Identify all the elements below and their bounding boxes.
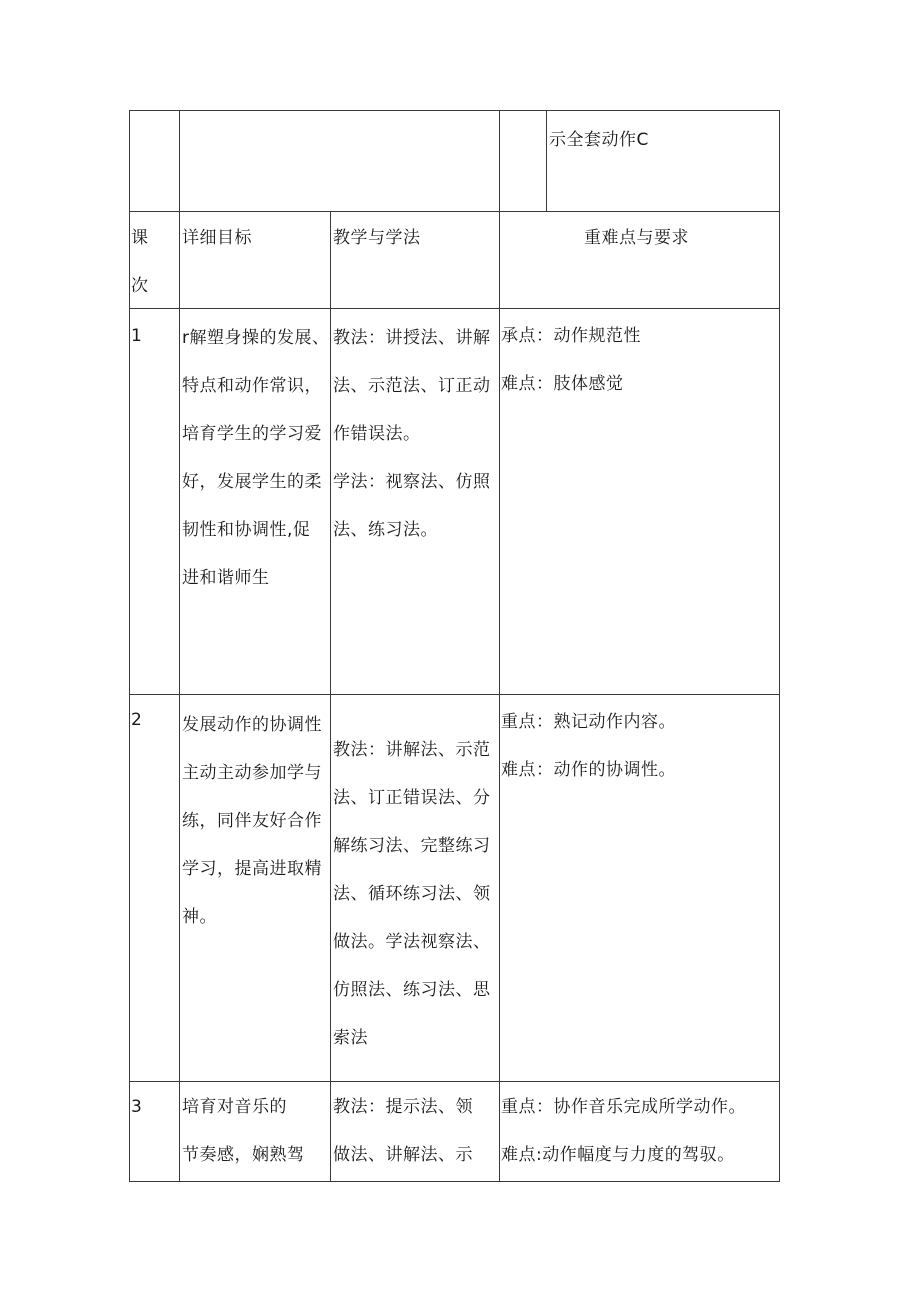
row3-number: 3 [131,1097,143,1117]
row2-objectives-line: 学习，提高进取精 [182,859,322,879]
row1-objectives-line: 好，发展学生的柔 [182,472,322,492]
row3-methods [333,1083,473,1179]
row1-objectives-line: 特点和动作常识， [182,376,322,396]
row2-objectives-line: 神。 [182,907,217,927]
header-methods: 教学与学法 [333,228,421,248]
row3-objectives [182,1083,305,1179]
header-lesson [131,214,149,310]
header-key-points: 重难点与要求 [584,228,689,248]
row1-methods-line: 作错误法。 [333,424,421,444]
header-objectives: 详细目标 [182,228,252,248]
header-lesson-line: 次 [131,276,149,296]
row2-objectives-line: 发展动作的协调性 [182,715,322,735]
table-rule-col3 [499,110,500,1182]
row2-methods-line: 教法：讲解法、示范 [333,740,491,760]
row3-objectives-line: 培育对音乐的 [182,1097,287,1117]
row1-objectives [182,314,330,602]
row3-methods-line: 做法、讲解法、示 [333,1145,473,1165]
table-border-left [129,110,130,1182]
row2-key-points-line: 难点：动作的协调性。 [501,760,676,780]
row1-objectives-line: 培育学生的学习爱 [182,424,322,444]
table-rule-col2 [330,211,331,1182]
row1-methods [333,314,491,554]
table-border-bottom [129,1181,780,1182]
row2-key-points [501,698,676,794]
table-rule-row1-top [129,308,780,309]
row2-methods-line: 法、循环练习法、领 [333,884,491,904]
table-border-top [129,110,780,111]
table-rule-row2-top [129,694,780,695]
row1-objectives-line: r解塑身操的发展、 [182,328,330,348]
row2-key-points-line: 重点：熟记动作内容。 [501,712,676,732]
row1-key-points-line: 承点：动作规范性 [501,326,641,346]
table-rule-top-inner [546,110,547,211]
row3-key-points-line: 难点:动作幅度与力度的驾驭。 [501,1145,735,1165]
row1-methods-line: 法、练习法。 [333,520,438,540]
row2-objectives-line: 练，同伴友好合作 [182,811,322,831]
row2-methods [333,726,491,1062]
row2-objectives [182,701,322,941]
row1-key-points [501,312,641,408]
top-row-note-text: 示全套动作C [549,130,649,150]
row3-methods-line: 教法：提示法、领 [333,1097,473,1117]
row2-methods-line: 法、订正错误法、分 [333,788,491,808]
table-rule-row3-top [129,1081,780,1082]
row2-objectives-line: 主动主动参加学与 [182,763,322,783]
row2-methods-line: 做法。学法视察法、 [333,932,491,952]
row1-objectives-line: 进和谐师生 [182,568,270,588]
table-rule-header-top [129,211,780,212]
row2-methods-line: 解练习法、完整练习 [333,836,491,856]
row1-methods-line: 法、示范法、订正动 [333,376,491,396]
row2-methods-line: 仿照法、练习法、思 [333,980,491,1000]
header-lesson-line: 课 [131,228,149,248]
row1-methods-line: 教法：讲授法、讲解 [333,328,491,348]
row3-key-points-line: 重点：协作音乐完成所学动作。 [501,1097,746,1117]
row3-key-points [501,1083,746,1179]
table-border-right [779,110,780,1182]
row1-methods-line: 学法：视察法、仿照 [333,472,491,492]
row3-objectives-line: 节奏感，娴熟驾 [182,1145,305,1165]
row2-number: 2 [131,710,143,730]
top-row-note [549,116,649,164]
table-rule-col1 [179,110,180,1182]
row1-key-points-line: 难点：肢体感觉 [501,374,624,394]
row2-methods-line: 索法 [333,1028,368,1048]
row1-objectives-line: 韧性和协调性,促 [182,520,311,540]
row1-number: 1 [131,326,143,346]
